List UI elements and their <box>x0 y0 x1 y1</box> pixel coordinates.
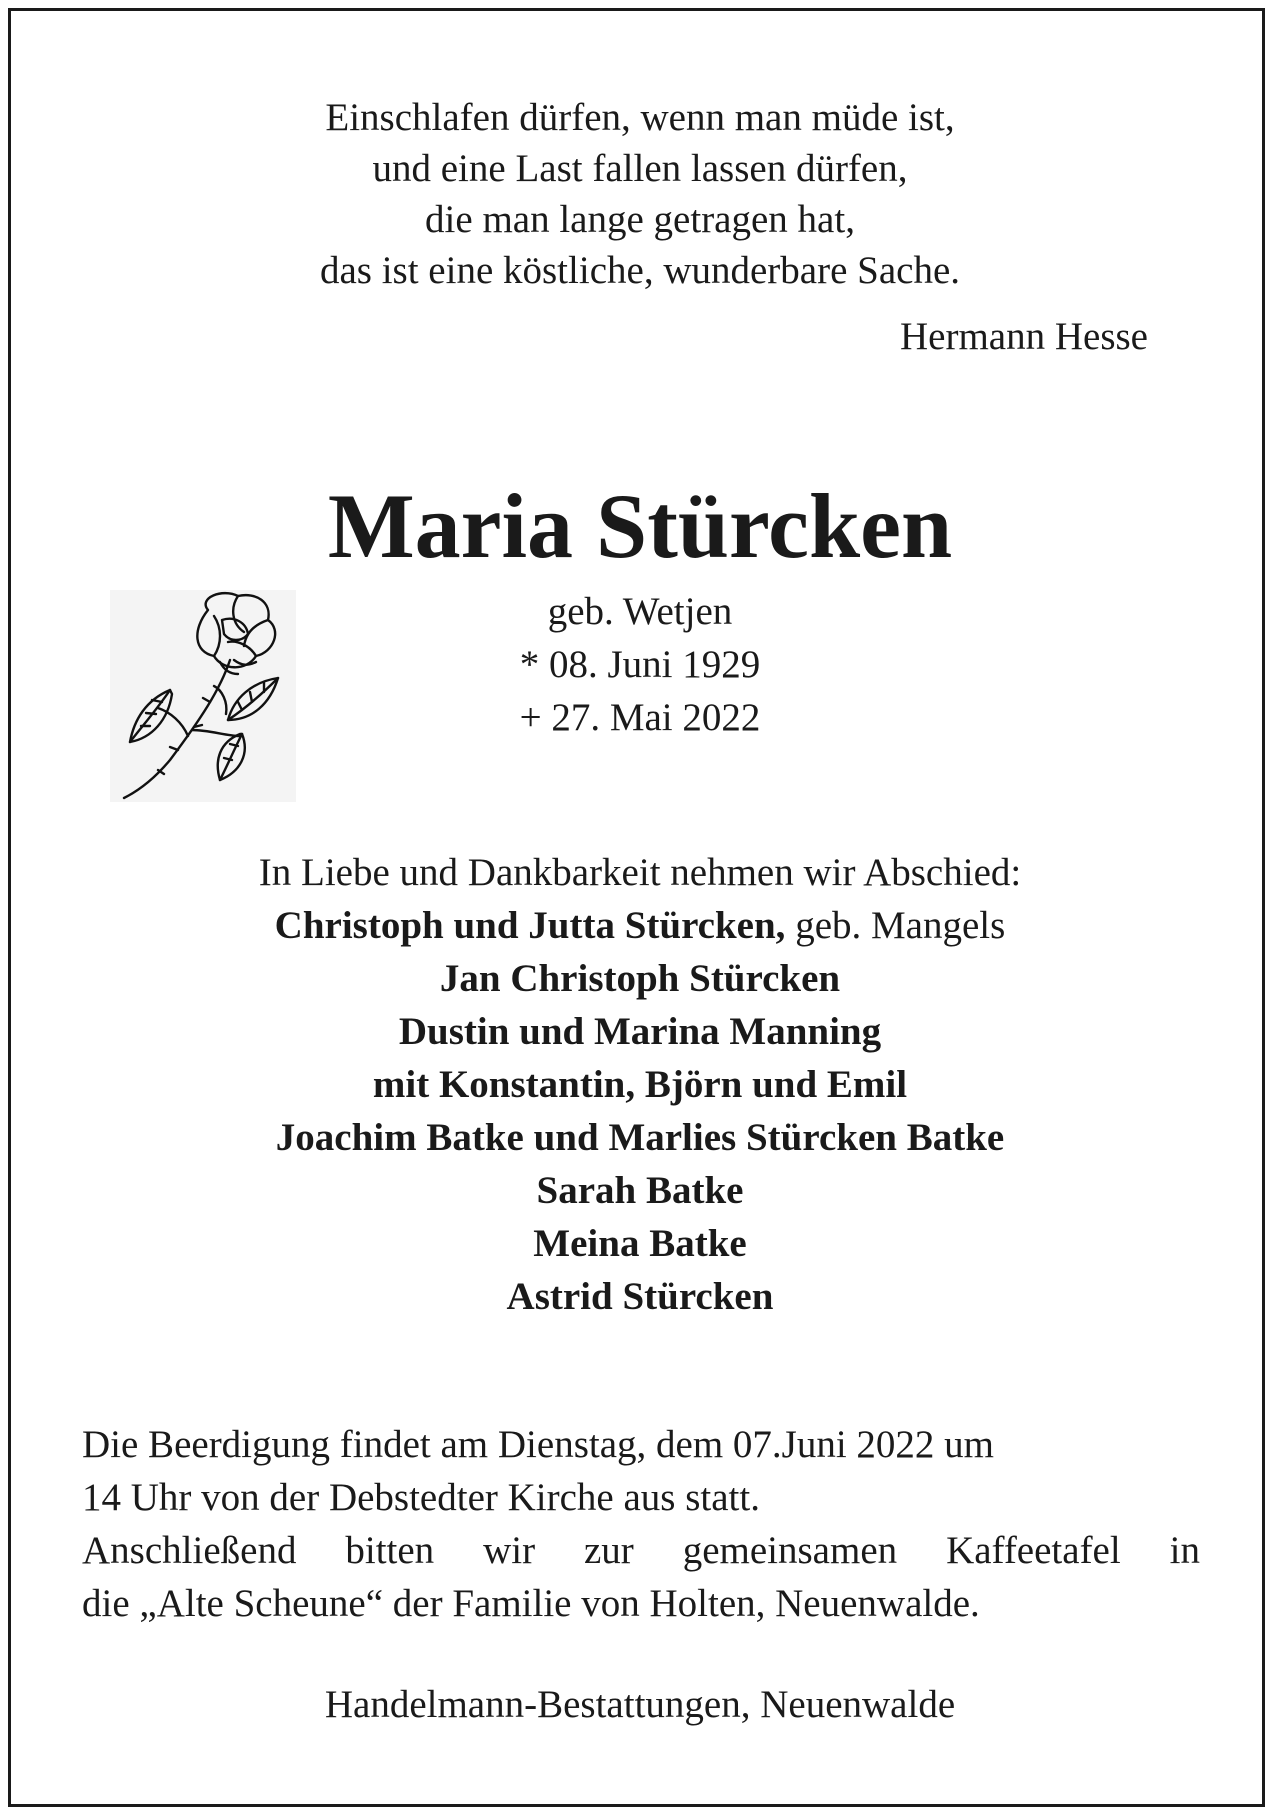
mourner-name: Joachim Batke und Marlies Stürcken Batke <box>275 1116 1005 1159</box>
maiden-name: geb. Wetjen <box>547 590 733 633</box>
mourner-name: Meina Batke <box>533 1222 747 1265</box>
mourner-name: Dustin und Marina Manning <box>398 1010 882 1053</box>
funeral-word: Kaffeetafel <box>946 1529 1121 1572</box>
funeral-line: Die Beerdigung findet am Dienstag, dem 07.Juni 2022 um <box>82 1423 995 1466</box>
mourner-name: Sarah Batke <box>536 1169 744 1212</box>
mourners-intro: In Liebe und Dankbarkeit nehmen wir Abschied: <box>258 851 1022 894</box>
mourner-name: Astrid Stürcken <box>506 1275 774 1318</box>
undertaker: Handelmann-Bestattungen, Neuenwalde <box>324 1683 956 1726</box>
quote <box>140 92 1140 296</box>
quote-line: die man lange getragen hat, <box>425 198 855 241</box>
funeral-word: gemeinsamen <box>682 1529 898 1572</box>
mourner-name: Jan Christoph Stürcken <box>439 957 841 1000</box>
funeral-word: wir <box>483 1529 536 1572</box>
death-date: + 27. Mai 2022 <box>519 696 761 739</box>
rose-icon <box>110 590 296 802</box>
funeral-line-justified <box>82 1524 1200 1577</box>
birth-date: * 08. Juni 1929 <box>519 643 761 686</box>
quote-line: das ist eine köstliche, wunderbare Sache. <box>319 249 961 292</box>
funeral-word: zur <box>584 1529 634 1572</box>
funeral-word: Anschließend <box>82 1529 297 1572</box>
quote-author: Hermann Hesse <box>900 315 1148 358</box>
mourner-line <box>60 899 1220 952</box>
funeral-line: die „Alte Scheune“ der Familie von Holten, Neuenwalde. <box>82 1582 980 1625</box>
mourner-name: mit Konstantin, Björn und Emil <box>372 1063 908 1106</box>
mourner-maiden-name: geb. Mangels <box>785 904 1006 947</box>
funeral-word: bitten <box>345 1529 435 1572</box>
funeral-word: in <box>1169 1529 1200 1572</box>
mourners-list <box>60 846 1220 1323</box>
life-dates <box>340 585 940 744</box>
funeral-line: 14 Uhr von der Debstedter Kirche aus statt. <box>82 1476 760 1519</box>
funeral-notice <box>82 1418 1200 1630</box>
deceased-name: Maria Stürcken <box>327 475 953 577</box>
quote-line: Einschlafen dürfen, wenn man müde ist, <box>325 96 955 139</box>
mourner-name: Christoph und Jutta Stürcken, <box>274 904 786 947</box>
quote-line: und eine Last fallen lassen dürfen, <box>372 147 908 190</box>
